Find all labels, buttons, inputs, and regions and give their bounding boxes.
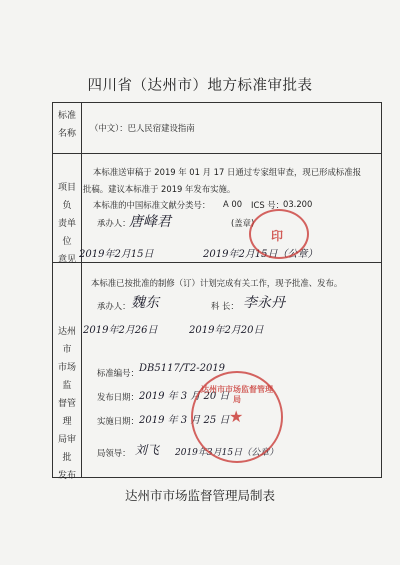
column-divider [81,103,82,477]
approval-undertaker-signature: 魏东 [131,295,159,311]
classification-label: 本标准的中国标准文献分类号： [93,200,211,210]
ics-value: 03.200 [283,199,313,209]
row-divider [53,262,381,263]
form-footer: 达州市市场监督管理局制表 [124,488,275,503]
approval-table [52,102,382,481]
implement-date-label: 实施日期： [97,416,139,426]
std-number-label: 标准编号： [97,368,139,378]
final-date: 2019年3月15日（公章） [175,448,279,458]
standard-name-value: （中文）：巴人民宿建设指南 [90,123,195,133]
publish-date-label: 发布日期： [97,392,139,402]
section-chief-signature: 李永丹 [243,295,285,311]
publish-date-value: 2019 年 3 月 20 日 [139,391,230,402]
unit-seal: 印 [249,209,309,259]
leader-signature: 刘飞 [135,443,160,457]
undertaker-label: 承办人： [97,218,131,228]
form-title: 四川省（达州市）地方标准审批表 [87,78,313,94]
project-unit-label: 项目负 责单位 意见 [57,183,76,265]
approval-date-right: 2019年2月20日 [189,325,264,336]
standard-name-label: 标准 名称 [57,111,76,139]
std-number-value: DB5117/T2-2019 [139,363,226,374]
seal-label: (盖章) [231,218,255,228]
star-icon: ★ [229,407,244,426]
leader-label: 局领导： [97,448,131,458]
row-divider [53,153,381,154]
implement-date-value: 2019 年 3 月 25 日 [139,415,230,426]
approval-date-left: 2019年2月26日 [83,325,158,336]
approval-undertaker-label: 承办人： [97,301,131,311]
ics-label: ICS 号： [251,200,285,210]
project-date-right: 2019年2月15日（公章） [203,249,318,260]
approval-label: 达州市 市场监 督管理 局审批 发布 [57,327,76,481]
project-date-left: 2019年2月15日 [79,249,154,260]
opinion-text-line1: 本标准送审稿于 2019 年 01 月 17 日通过专家组审查，现已形成标准报 [93,167,361,177]
undertaker-signature: 唐峰君 [129,214,171,230]
approval-text: 本标准已按批准的制修（订）计划完成有关工作，现予批准、发布。 [91,278,343,288]
opinion-text-line2: 批稿。建议本标准于 2019 年发布实施。 [83,184,236,194]
classification-value: A 00 [223,199,243,209]
bureau-seal: 达州市市场监督管理局 ★ [191,371,283,463]
section-chief-label: 科 长： [211,301,239,311]
